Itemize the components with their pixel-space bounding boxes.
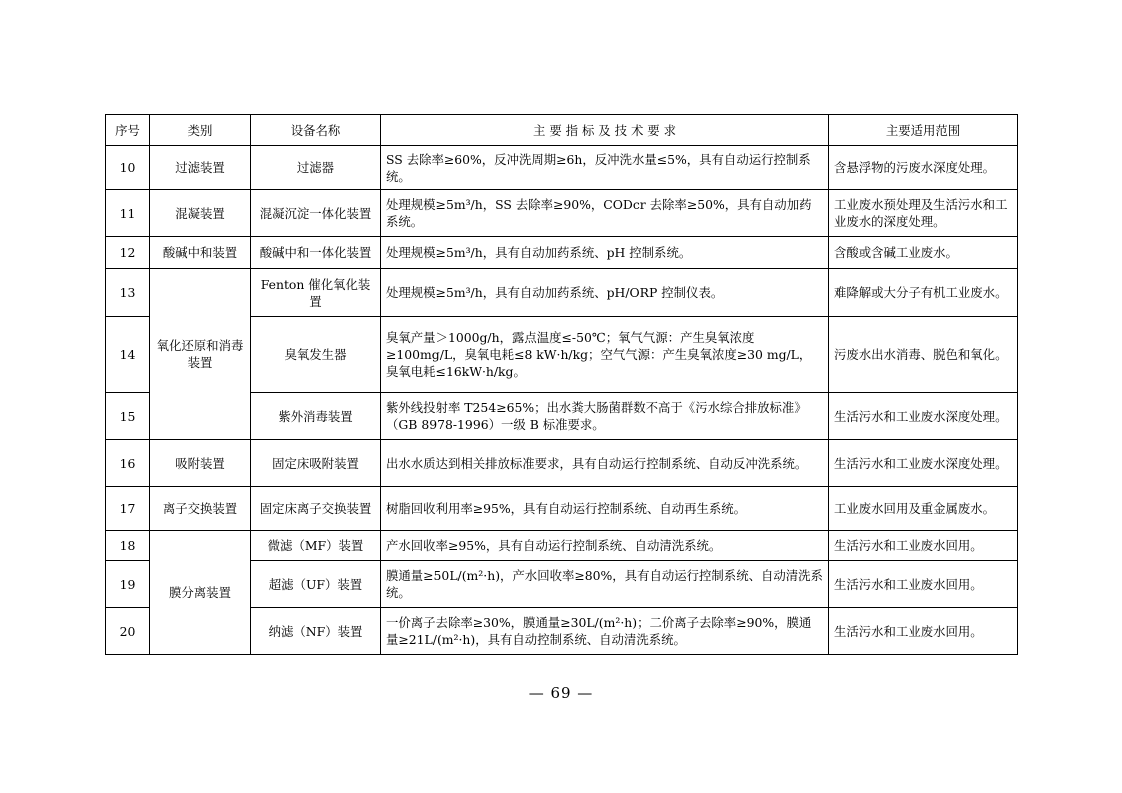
row-scope: 含悬浮物的污废水深度处理。 <box>829 146 1018 190</box>
row-no: 10 <box>106 146 150 190</box>
row-spec: 处理规模≥5m³/h，SS 去除率≥90%，CODcr 去除率≥50%，具有自动加药系统。 <box>381 190 829 237</box>
row-no: 19 <box>106 561 150 608</box>
table-row <box>106 531 1018 561</box>
row-device: 紫外消毒装置 <box>251 393 381 440</box>
row-device: 过滤器 <box>251 146 381 190</box>
row-category: 酸碱中和装置 <box>150 237 251 269</box>
row-device: 混凝沉淀一体化装置 <box>251 190 381 237</box>
row-no: 20 <box>106 608 150 655</box>
table-row <box>106 146 1018 190</box>
header-spec: 主 要 指 标 及 技 术 要 求 <box>381 115 829 146</box>
table-row <box>106 487 1018 531</box>
row-spec: 处理规模≥5m³/h，具有自动加药系统、pH/ORP 控制仪表。 <box>381 269 829 317</box>
header-category: 类别 <box>150 115 251 146</box>
row-scope: 含酸或含碱工业废水。 <box>829 237 1018 269</box>
row-no: 11 <box>106 190 150 237</box>
row-spec: 产水回收率≥95%，具有自动运行控制系统、自动清洗系统。 <box>381 531 829 561</box>
row-spec: 臭氧产量＞1000g/h，露点温度≤-50℃；氧气气源：产生臭氧浓度≥100mg/L，臭氧电耗≤8 kW·h/kg；空气气源：产生臭氧浓度≥30 mg/L，臭氧电耗≤16kW·h/kg。 <box>381 317 829 393</box>
header-no: 序号 <box>106 115 150 146</box>
table-row <box>106 269 1018 317</box>
row-scope: 污废水出水消毒、脱色和氧化。 <box>829 317 1018 393</box>
row-device: 纳滤（NF）装置 <box>251 608 381 655</box>
row-category: 离子交换装置 <box>150 487 251 531</box>
row-scope: 生活污水和工业废水深度处理。 <box>829 440 1018 487</box>
page-number: — 69 — <box>528 684 594 702</box>
table-row <box>106 237 1018 269</box>
table-row <box>106 190 1018 237</box>
table-header-row <box>106 115 1018 146</box>
equipment-spec-table <box>105 114 1018 655</box>
row-device: 固定床吸附装置 <box>251 440 381 487</box>
row-no: 13 <box>106 269 150 317</box>
row-spec: 膜通量≥50L/(m²·h)，产水回收率≥80%，具有自动运行控制系统、自动清洗系统。 <box>381 561 829 608</box>
row-device: Fenton 催化氧化装置 <box>251 269 381 317</box>
row-device: 超滤（UF）装置 <box>251 561 381 608</box>
row-spec: 处理规模≥5m³/h，具有自动加药系统、pH 控制系统。 <box>381 237 829 269</box>
row-category: 膜分离装置 <box>150 531 251 655</box>
row-scope: 生活污水和工业废水回用。 <box>829 608 1018 655</box>
row-device: 微滤（MF）装置 <box>251 531 381 561</box>
row-scope: 难降解或大分子有机工业废水。 <box>829 269 1018 317</box>
table-row <box>106 440 1018 487</box>
row-no: 17 <box>106 487 150 531</box>
header-scope: 主要适用范围 <box>829 115 1018 146</box>
row-scope: 工业废水预处理及生活污水和工业废水的深度处理。 <box>829 190 1018 237</box>
row-spec: SS 去除率≥60%，反冲洗周期≥6h，反冲洗水量≤5%，具有自动运行控制系统。 <box>381 146 829 190</box>
row-category: 氧化还原和消毒装置 <box>150 269 251 440</box>
row-category: 混凝装置 <box>150 190 251 237</box>
row-device: 臭氧发生器 <box>251 317 381 393</box>
row-category: 过滤装置 <box>150 146 251 190</box>
row-no: 16 <box>106 440 150 487</box>
row-no: 18 <box>106 531 150 561</box>
row-spec: 出水水质达到相关排放标准要求，具有自动运行控制系统、自动反冲洗系统。 <box>381 440 829 487</box>
row-scope: 工业废水回用及重金属废水。 <box>829 487 1018 531</box>
header-device: 设备名称 <box>251 115 381 146</box>
row-category: 吸附装置 <box>150 440 251 487</box>
row-no: 14 <box>106 317 150 393</box>
row-device: 酸碱中和一体化装置 <box>251 237 381 269</box>
row-spec: 紫外线投射率 T254≥65%；出水粪大肠菌群数不高于《污水综合排放标准》（GB 8978-1996）一级 B 标准要求。 <box>381 393 829 440</box>
row-spec: 树脂回收利用率≥95%，具有自动运行控制系统、自动再生系统。 <box>381 487 829 531</box>
row-spec: 一价离子去除率≥30%，膜通量≥30L/(m²·h)；二价离子去除率≥90%，膜通量≥21L/(m²·h)，具有自动控制系统、自动清洗系统。 <box>381 608 829 655</box>
row-scope: 生活污水和工业废水回用。 <box>829 561 1018 608</box>
row-scope: 生活污水和工业废水深度处理。 <box>829 393 1018 440</box>
row-scope: 生活污水和工业废水回用。 <box>829 531 1018 561</box>
row-device: 固定床离子交换装置 <box>251 487 381 531</box>
row-no: 15 <box>106 393 150 440</box>
row-no: 12 <box>106 237 150 269</box>
